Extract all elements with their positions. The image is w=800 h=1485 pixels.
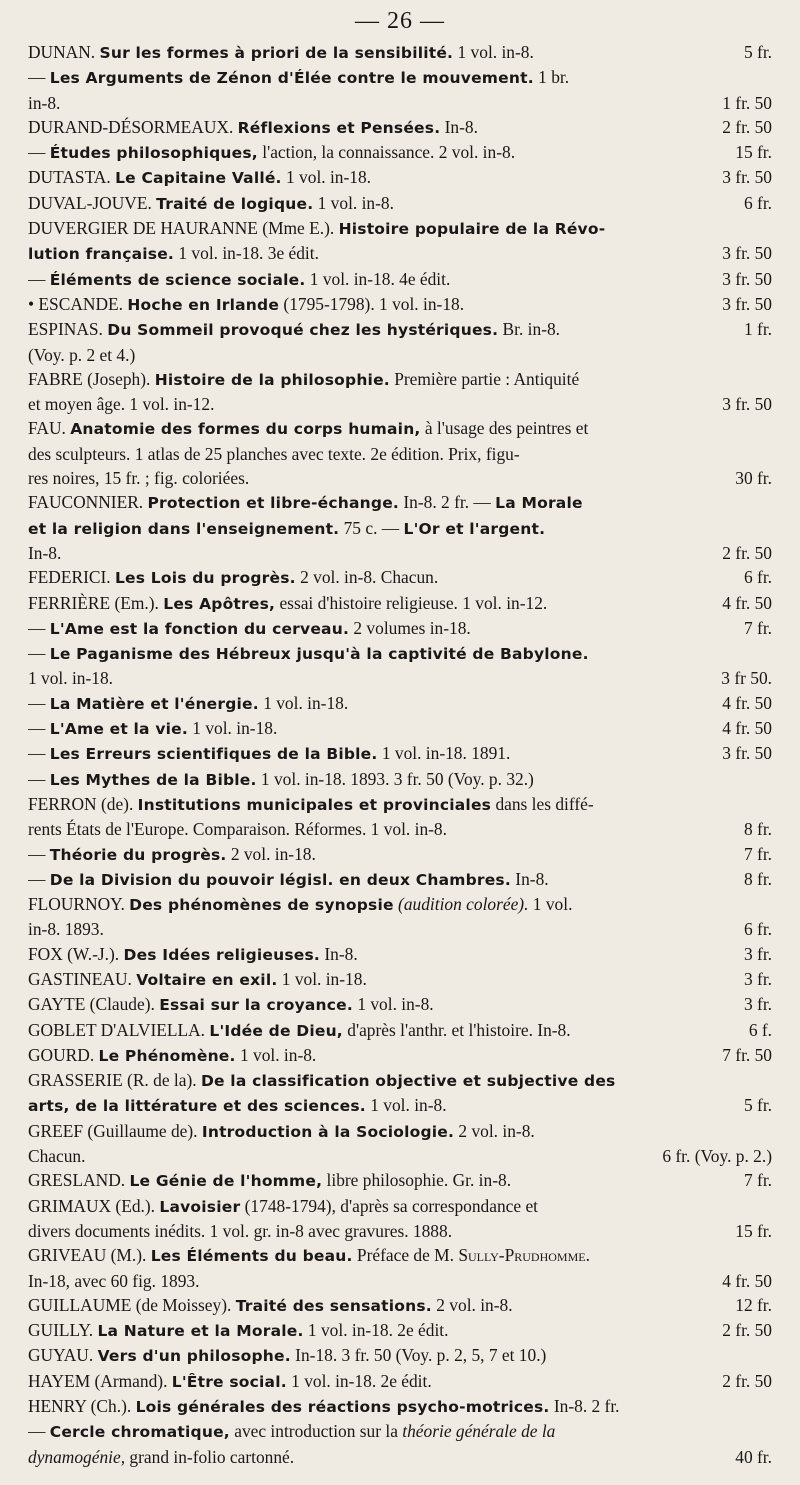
detail-text: 2 vol. in-18.: [226, 843, 316, 864]
author-text: —: [28, 67, 50, 88]
price: 6 fr.: [743, 567, 772, 588]
author-text: HAYEM (Armand).: [28, 1370, 172, 1391]
title-text: Les Lois du progrès.: [114, 569, 296, 588]
catalog-line: [28, 1093, 772, 1118]
line-text: [28, 641, 772, 666]
line-text: [28, 115, 712, 140]
title-text: Lavoisier: [159, 1197, 241, 1216]
catalog-line: [28, 216, 772, 241]
price: 6 fr.: [743, 192, 772, 213]
price: 3 fr 50.: [721, 668, 772, 689]
price: 1 fr. 50: [722, 92, 772, 113]
catalog-line: [28, 1419, 772, 1444]
detail-text: 1 vol. in-8.: [352, 994, 434, 1015]
catalog-line: [28, 1269, 772, 1293]
price: 4 fr. 50: [722, 592, 772, 613]
price: 3 fr. 50: [722, 268, 772, 289]
title-text: Histoire populaire de la Révo-: [338, 220, 606, 239]
title-text: La Morale: [495, 494, 583, 513]
author-text: rents États de l'Europe. Comparaison. Réformes. 1 vol. in-8.: [28, 819, 447, 840]
line-text: [28, 516, 772, 541]
author-text: GOBLET D'ALVIELLA.: [28, 1019, 210, 1040]
detail-text: In-8. 2 fr. —: [399, 492, 496, 513]
line-text: [28, 1119, 772, 1144]
line-text: [28, 767, 772, 792]
catalog-line: [28, 767, 772, 792]
catalog-line: [28, 516, 772, 541]
detail-text: (1795-1798). 1 vol. in-18.: [279, 293, 465, 314]
line-text: [28, 616, 734, 641]
title-text: Les Arguments de Zénon d'Élée contre le mouvement.: [49, 69, 534, 88]
title-text: L'Idée de Dieu,: [209, 1021, 343, 1040]
author-text: FABRE (Joseph).: [28, 368, 155, 389]
price: 40 fr.: [735, 1446, 772, 1467]
catalog-line: [28, 1343, 772, 1368]
title-text: Institutions municipales et provinciales: [137, 795, 492, 814]
detail-text: 1 vol. in-18. 2e édit.: [286, 1370, 432, 1391]
catalog-line: [28, 1243, 772, 1268]
price: 5 fr.: [743, 42, 772, 62]
detail-text: dans les diffé-: [491, 793, 594, 814]
line-text: [28, 1419, 772, 1444]
author-text: • ESCANDE.: [28, 293, 128, 314]
author-text: Chacun.: [28, 1146, 86, 1167]
title-text: Introduction à la Sociologie.: [201, 1122, 455, 1141]
catalog-line: [28, 241, 772, 266]
catalog-line: [28, 1394, 772, 1419]
author-text: —: [28, 142, 50, 163]
catalog-line: [28, 1018, 772, 1043]
detail-text: 1 br.: [533, 67, 570, 88]
title-text: Le Génie de l'homme,: [129, 1172, 323, 1191]
detail-text: In-8.: [320, 943, 358, 964]
catalog-line: [28, 666, 772, 690]
author-text: GUILLY.: [28, 1320, 98, 1341]
line-text: [28, 842, 734, 867]
title-text: Les Éléments du beau.: [150, 1247, 353, 1266]
catalog-line: [28, 817, 772, 841]
catalog-line: [28, 716, 772, 741]
price: 1 fr.: [743, 319, 772, 340]
title-text: Le Paganisme des Hébreux jusqu'à la captivité de Babylone.: [49, 645, 589, 664]
catalog-line: [28, 1043, 772, 1068]
catalog-line: [28, 591, 772, 616]
line-text: [28, 367, 772, 392]
detail-text: 1 vol. in-18.: [277, 968, 367, 989]
title-text: Cercle chromatique,: [49, 1423, 230, 1442]
line-text: [28, 867, 734, 892]
author-text: in-8. 1893.: [28, 919, 104, 940]
catalog-line: [28, 191, 772, 216]
title-text: Traité de logique.: [156, 194, 314, 213]
catalog-line: [28, 641, 772, 666]
title-text: Du Sommeil provoqué chez les hystériques.: [107, 321, 499, 340]
title-text: lution française.: [28, 245, 175, 264]
line-text: [28, 1445, 725, 1469]
detail-text: 1 vol. in-18.: [187, 718, 278, 739]
catalog-line: [28, 541, 772, 565]
price: 4 fr. 50: [722, 692, 772, 713]
detail-text: 2 vol. in-8. Chacun.: [295, 567, 439, 588]
author-text: GAYTE (Claude).: [28, 994, 160, 1015]
author-text: GREEF (Guillaume de).: [28, 1120, 202, 1141]
price: 3 fr.: [743, 994, 772, 1015]
price: 6 f.: [748, 1019, 772, 1040]
detail-text: 1 vol. in-8.: [365, 1095, 447, 1116]
catalog-line: [28, 490, 772, 515]
detail-text: à l'usage des peintres et: [420, 418, 589, 439]
price: 3 fr. 50: [722, 743, 772, 764]
line-text: [28, 317, 734, 342]
author-text: GRIVEAU (M.).: [28, 1245, 151, 1266]
title-text: Des phénomènes de synopsie: [129, 896, 394, 915]
line-text: [28, 1293, 725, 1318]
title-text: L'Être social.: [171, 1372, 287, 1391]
detail-text: 1 vol. in-18.: [258, 692, 349, 713]
line-text: [28, 541, 712, 565]
price: 7 fr. 50: [722, 1044, 772, 1065]
catalog-line: [28, 616, 772, 641]
title-text: Éléments de science sociale.: [49, 270, 306, 289]
price: 3 fr.: [743, 943, 772, 964]
author-text: FLOURNOY.: [28, 894, 130, 915]
title-text: Traité des sensations.: [235, 1296, 432, 1315]
detail-text: (1748-1794), d'après sa correspondance et: [240, 1195, 538, 1216]
detail-text: 1 vol. in-18. 3e édit.: [174, 243, 319, 264]
title-text: Sur les formes à priori de la sensibilité.: [99, 44, 454, 62]
title-text: Des Idées religieuses.: [123, 945, 321, 964]
line-text: [28, 1343, 772, 1368]
line-text: [28, 967, 734, 992]
detail-text: In-8.: [440, 116, 478, 137]
catalog-line: [28, 392, 772, 416]
catalog-line: [28, 292, 772, 317]
catalog-line: [28, 992, 772, 1017]
line-text: [28, 1043, 712, 1068]
price: 3 fr. 50: [722, 243, 772, 264]
author-text: 1 vol. in-18.: [28, 668, 114, 689]
author-text: GRIMAUX (Ed.).: [28, 1195, 160, 1216]
line-text: [28, 1394, 772, 1419]
author-text: DUNAN.: [28, 42, 100, 62]
italic-text: (audition colorée).: [398, 894, 529, 915]
title-text: De la classification objective et subjective des: [200, 1072, 616, 1091]
italic-text: dynamogénie,: [28, 1446, 126, 1467]
line-text: [28, 490, 772, 515]
title-text: Voltaire en exil.: [136, 970, 278, 989]
price: 3 fr.: [743, 968, 772, 989]
detail-text: Préface de M.: [352, 1245, 459, 1266]
line-text: [28, 241, 712, 266]
title-text: Les Mythes de la Bible.: [49, 770, 257, 789]
detail-text: 1 vol. in-18. 2e édit.: [303, 1320, 449, 1341]
line-text: [28, 343, 772, 367]
catalog-line: [28, 842, 772, 867]
line-text: [28, 741, 712, 766]
author-text: —: [28, 868, 50, 889]
title-text: Les Erreurs scientifiques de la Bible.: [49, 745, 378, 764]
italic-text: théorie générale de la: [402, 1421, 556, 1442]
author-text: divers documents inédits. 1 vol. gr. in-8 avec gravures. 1888.: [28, 1220, 453, 1241]
author-text: GRESLAND.: [28, 1170, 130, 1191]
line-text: [28, 716, 712, 741]
catalog-line: [28, 140, 772, 165]
author-text: —: [28, 268, 50, 289]
author-text: des sculpteurs. 1 atlas de 25 planches avec texte. 2e édition. Prix, figu-: [28, 443, 520, 464]
catalog-line: [28, 91, 772, 115]
catalog-line: [28, 1119, 772, 1144]
detail-text: Br. in-8.: [498, 319, 561, 340]
catalog-line: [28, 792, 772, 817]
detail-text: 1 vol. in-8.: [313, 192, 394, 213]
line-text: [28, 792, 772, 817]
title-text: De la Division du pouvoir législ. en deux Chambres.: [49, 870, 511, 889]
price: 30 fr.: [735, 468, 772, 489]
detail-text: 2 vol. in-8.: [431, 1294, 513, 1315]
catalog-line: [28, 1318, 772, 1343]
catalog-line: [28, 967, 772, 992]
catalog-line: [28, 1369, 772, 1394]
line-text: [28, 992, 734, 1017]
detail-text: In-8.: [510, 868, 549, 889]
price: 7 fr.: [743, 843, 772, 864]
price: 12 fr.: [735, 1294, 772, 1315]
author-text: ESPINAS.: [28, 319, 108, 340]
catalog-line: [28, 367, 772, 392]
line-text: [28, 1219, 725, 1243]
title-text: Lois générales des réactions psycho-motrices.: [135, 1398, 550, 1417]
detail-text: 1 vol. in-8.: [235, 1044, 317, 1065]
catalog-line: [28, 691, 772, 716]
line-text: [28, 165, 712, 190]
price: 3 fr. 50: [722, 293, 772, 314]
line-text: [28, 466, 725, 490]
line-text: [28, 1168, 734, 1193]
price: 7 fr.: [743, 617, 772, 638]
author-text: FAU.: [28, 418, 71, 439]
detail-text: 1 vol. in-18. 1891.: [377, 743, 511, 764]
price: 2 fr. 50: [722, 542, 772, 563]
detail-text: libre philosophie. Gr. in-8.: [322, 1170, 512, 1191]
line-text: [28, 1068, 772, 1093]
line-text: [28, 216, 772, 241]
title-text: La Nature et la Morale.: [97, 1322, 304, 1341]
title-text: L'Ame et la vie.: [49, 720, 188, 739]
catalog-line: [28, 115, 772, 140]
catalog-line: [28, 466, 772, 490]
title-text: Les Apôtres,: [163, 594, 276, 613]
line-text: [28, 1194, 772, 1219]
author-text: DUVAL-JOUVE.: [28, 192, 157, 213]
price: 2 fr. 50: [722, 1320, 772, 1341]
title-text: L'Or et l'argent.: [403, 519, 546, 538]
catalog-line: [28, 442, 772, 466]
author-text: —: [28, 643, 50, 664]
price: 6 fr. (Voy. p. 2.): [662, 1146, 772, 1167]
title-text: et la religion dans l'enseignement.: [28, 519, 340, 538]
price: 5 fr.: [743, 1095, 772, 1116]
detail-text: d'après l'anthr. et l'histoire. In-8.: [342, 1019, 571, 1040]
detail-text: l'action, la connaissance. 2 vol. in-8.: [257, 142, 516, 163]
detail-text: 2 vol. in-8.: [454, 1120, 535, 1141]
catalog-line: [28, 1168, 772, 1193]
author-text: —: [28, 843, 50, 864]
line-text: [28, 40, 734, 65]
catalog-line: [28, 267, 772, 292]
author-text: et moyen âge. 1 vol. in-12.: [28, 394, 215, 415]
catalog-line: [28, 892, 772, 917]
title-text: Réflexions et Pensées.: [237, 118, 441, 137]
price: 3 fr. 50: [722, 394, 772, 415]
line-text: [28, 416, 772, 441]
line-text: [28, 1269, 712, 1293]
detail-text: 1 vol. in-8.: [453, 42, 534, 62]
detail-text: 1 vol. in-18. 1893. 3 fr. 50 (Voy. p. 32.): [256, 768, 534, 789]
author-text: FERRON (de).: [28, 793, 138, 814]
author-text: In-18, avec 60 fig. 1893.: [28, 1270, 200, 1291]
catalog-entries: [28, 40, 772, 1469]
author-text: —: [28, 692, 50, 713]
price: 8 fr.: [743, 819, 772, 840]
line-text: [28, 140, 725, 165]
line-text: [28, 591, 712, 616]
line-text: [28, 191, 734, 216]
author-text: —: [28, 768, 50, 789]
price: 4 fr. 50: [722, 718, 772, 739]
title-text: Théorie du progrès.: [49, 845, 227, 864]
title-text: Vers d'un philosophe.: [97, 1347, 291, 1366]
price: 2 fr. 50: [722, 116, 772, 137]
author-text: FERRIÈRE (Em.).: [28, 592, 164, 613]
author-text: GRASSERIE (R. de la).: [28, 1070, 201, 1091]
detail-text: In-18. 3 fr. 50 (Voy. p. 2, 5, 7 et 10.): [290, 1345, 547, 1366]
detail-text: 1 vol. in-18. 4e édit.: [305, 268, 451, 289]
detail-text: In-8. 2 fr.: [549, 1396, 620, 1417]
author-text: —: [28, 743, 50, 764]
title-text: La Matière et l'énergie.: [49, 694, 259, 713]
author-text: DURAND-DÉSORMEAUX.: [28, 116, 238, 137]
page-number: — 26 —: [355, 8, 445, 34]
title-text: arts, de la littérature et des sciences.: [28, 1097, 366, 1116]
title-text: Études philosophiques,: [49, 144, 258, 163]
catalog-line: [28, 1068, 772, 1093]
catalog-line: [28, 1194, 772, 1219]
line-text: [28, 565, 734, 590]
line-text: [28, 666, 711, 690]
catalog-line: [28, 1144, 772, 1168]
catalog-line: [28, 40, 772, 65]
detail-text: grand in-folio cartonné.: [125, 1446, 295, 1467]
author-text: GOURD.: [28, 1044, 99, 1065]
line-text: [28, 267, 712, 292]
catalog-line: [28, 917, 772, 941]
title-text: Le Capitaine Vallé.: [115, 169, 282, 188]
line-text: [28, 91, 712, 115]
catalog-line: [28, 1219, 772, 1243]
line-text: [28, 1243, 772, 1268]
line-text: [28, 1018, 739, 1043]
catalog-line: [28, 165, 772, 190]
title-text: Hoche en Irlande: [127, 295, 280, 314]
line-text: [28, 65, 772, 90]
detail-text: essai d'histoire religieuse. 1 vol. in-12.: [275, 592, 548, 613]
line-text: [28, 691, 712, 716]
author-text: —: [28, 718, 50, 739]
detail-text: 2 volumes in-18.: [349, 617, 471, 638]
detail-text: 1 vol. in-18.: [281, 167, 372, 188]
line-text: [28, 1318, 712, 1343]
author-text: res noires, 15 fr. ; fig. coloriées.: [28, 468, 250, 489]
price: 15 fr.: [735, 1220, 772, 1241]
title-text: Le Phénomène.: [98, 1046, 236, 1065]
price: 6 fr.: [743, 919, 772, 940]
line-text: [28, 917, 734, 941]
line-text: [28, 1093, 734, 1118]
catalog-line: [28, 1445, 772, 1469]
author-text: GUYAU.: [28, 1345, 98, 1366]
author-text: —: [28, 617, 50, 638]
line-text: [28, 1369, 712, 1394]
detail-text: Première partie : Antiquité: [389, 368, 580, 389]
price: 3 fr. 50: [722, 167, 772, 188]
catalog-line: [28, 317, 772, 342]
title-text: Anatomie des formes du corps humain,: [70, 420, 421, 439]
price: 4 fr. 50: [722, 1270, 772, 1291]
catalog-line: [28, 416, 772, 441]
catalog-line: [28, 565, 772, 590]
line-text: [28, 392, 712, 416]
author-text: (Voy. p. 2 et 4.): [28, 344, 136, 365]
detail-text: avec introduction sur la: [229, 1421, 403, 1442]
author-text: DUTASTA.: [28, 167, 116, 188]
title-text: Protection et libre-échange.: [147, 494, 400, 513]
catalog-line: [28, 942, 772, 967]
smallcaps-text: Sully-Prudhomme.: [458, 1245, 590, 1266]
catalog-line: [28, 1293, 772, 1318]
author-text: HENRY (Ch.).: [28, 1396, 136, 1417]
author-text: DUVERGIER DE HAURANNE (Mme E.).: [28, 218, 339, 239]
line-text: [28, 942, 734, 967]
catalog-line: [28, 343, 772, 367]
author-text: FAUCONNIER.: [28, 492, 148, 513]
author-text: FOX (W.-J.).: [28, 943, 124, 964]
author-text: FEDERICI.: [28, 567, 115, 588]
title-text: L'Ame est la fonction du cerveau.: [49, 619, 350, 638]
price: 8 fr.: [743, 868, 772, 889]
catalog-line: [28, 65, 772, 90]
author-text: GASTINEAU.: [28, 968, 137, 989]
line-text: [28, 1144, 652, 1168]
price: 2 fr. 50: [722, 1370, 772, 1391]
detail-text: 1 vol.: [528, 894, 573, 915]
line-text: [28, 892, 772, 917]
author-text: In-8.: [28, 542, 62, 563]
detail-text: 75 c. —: [339, 517, 404, 538]
title-text: Histoire de la philosophie.: [154, 370, 390, 389]
line-text: [28, 442, 772, 466]
author-text: —: [28, 1421, 50, 1442]
line-text: [28, 817, 734, 841]
catalog-line: [28, 867, 772, 892]
author-text: GUILLAUME (de Moissey).: [28, 1294, 236, 1315]
price: 7 fr.: [743, 1170, 772, 1191]
title-text: Essai sur la croyance.: [159, 996, 353, 1015]
catalog-line: [28, 741, 772, 766]
price: 15 fr.: [735, 142, 772, 163]
line-text: [28, 292, 712, 317]
author-text: in-8.: [28, 92, 61, 113]
